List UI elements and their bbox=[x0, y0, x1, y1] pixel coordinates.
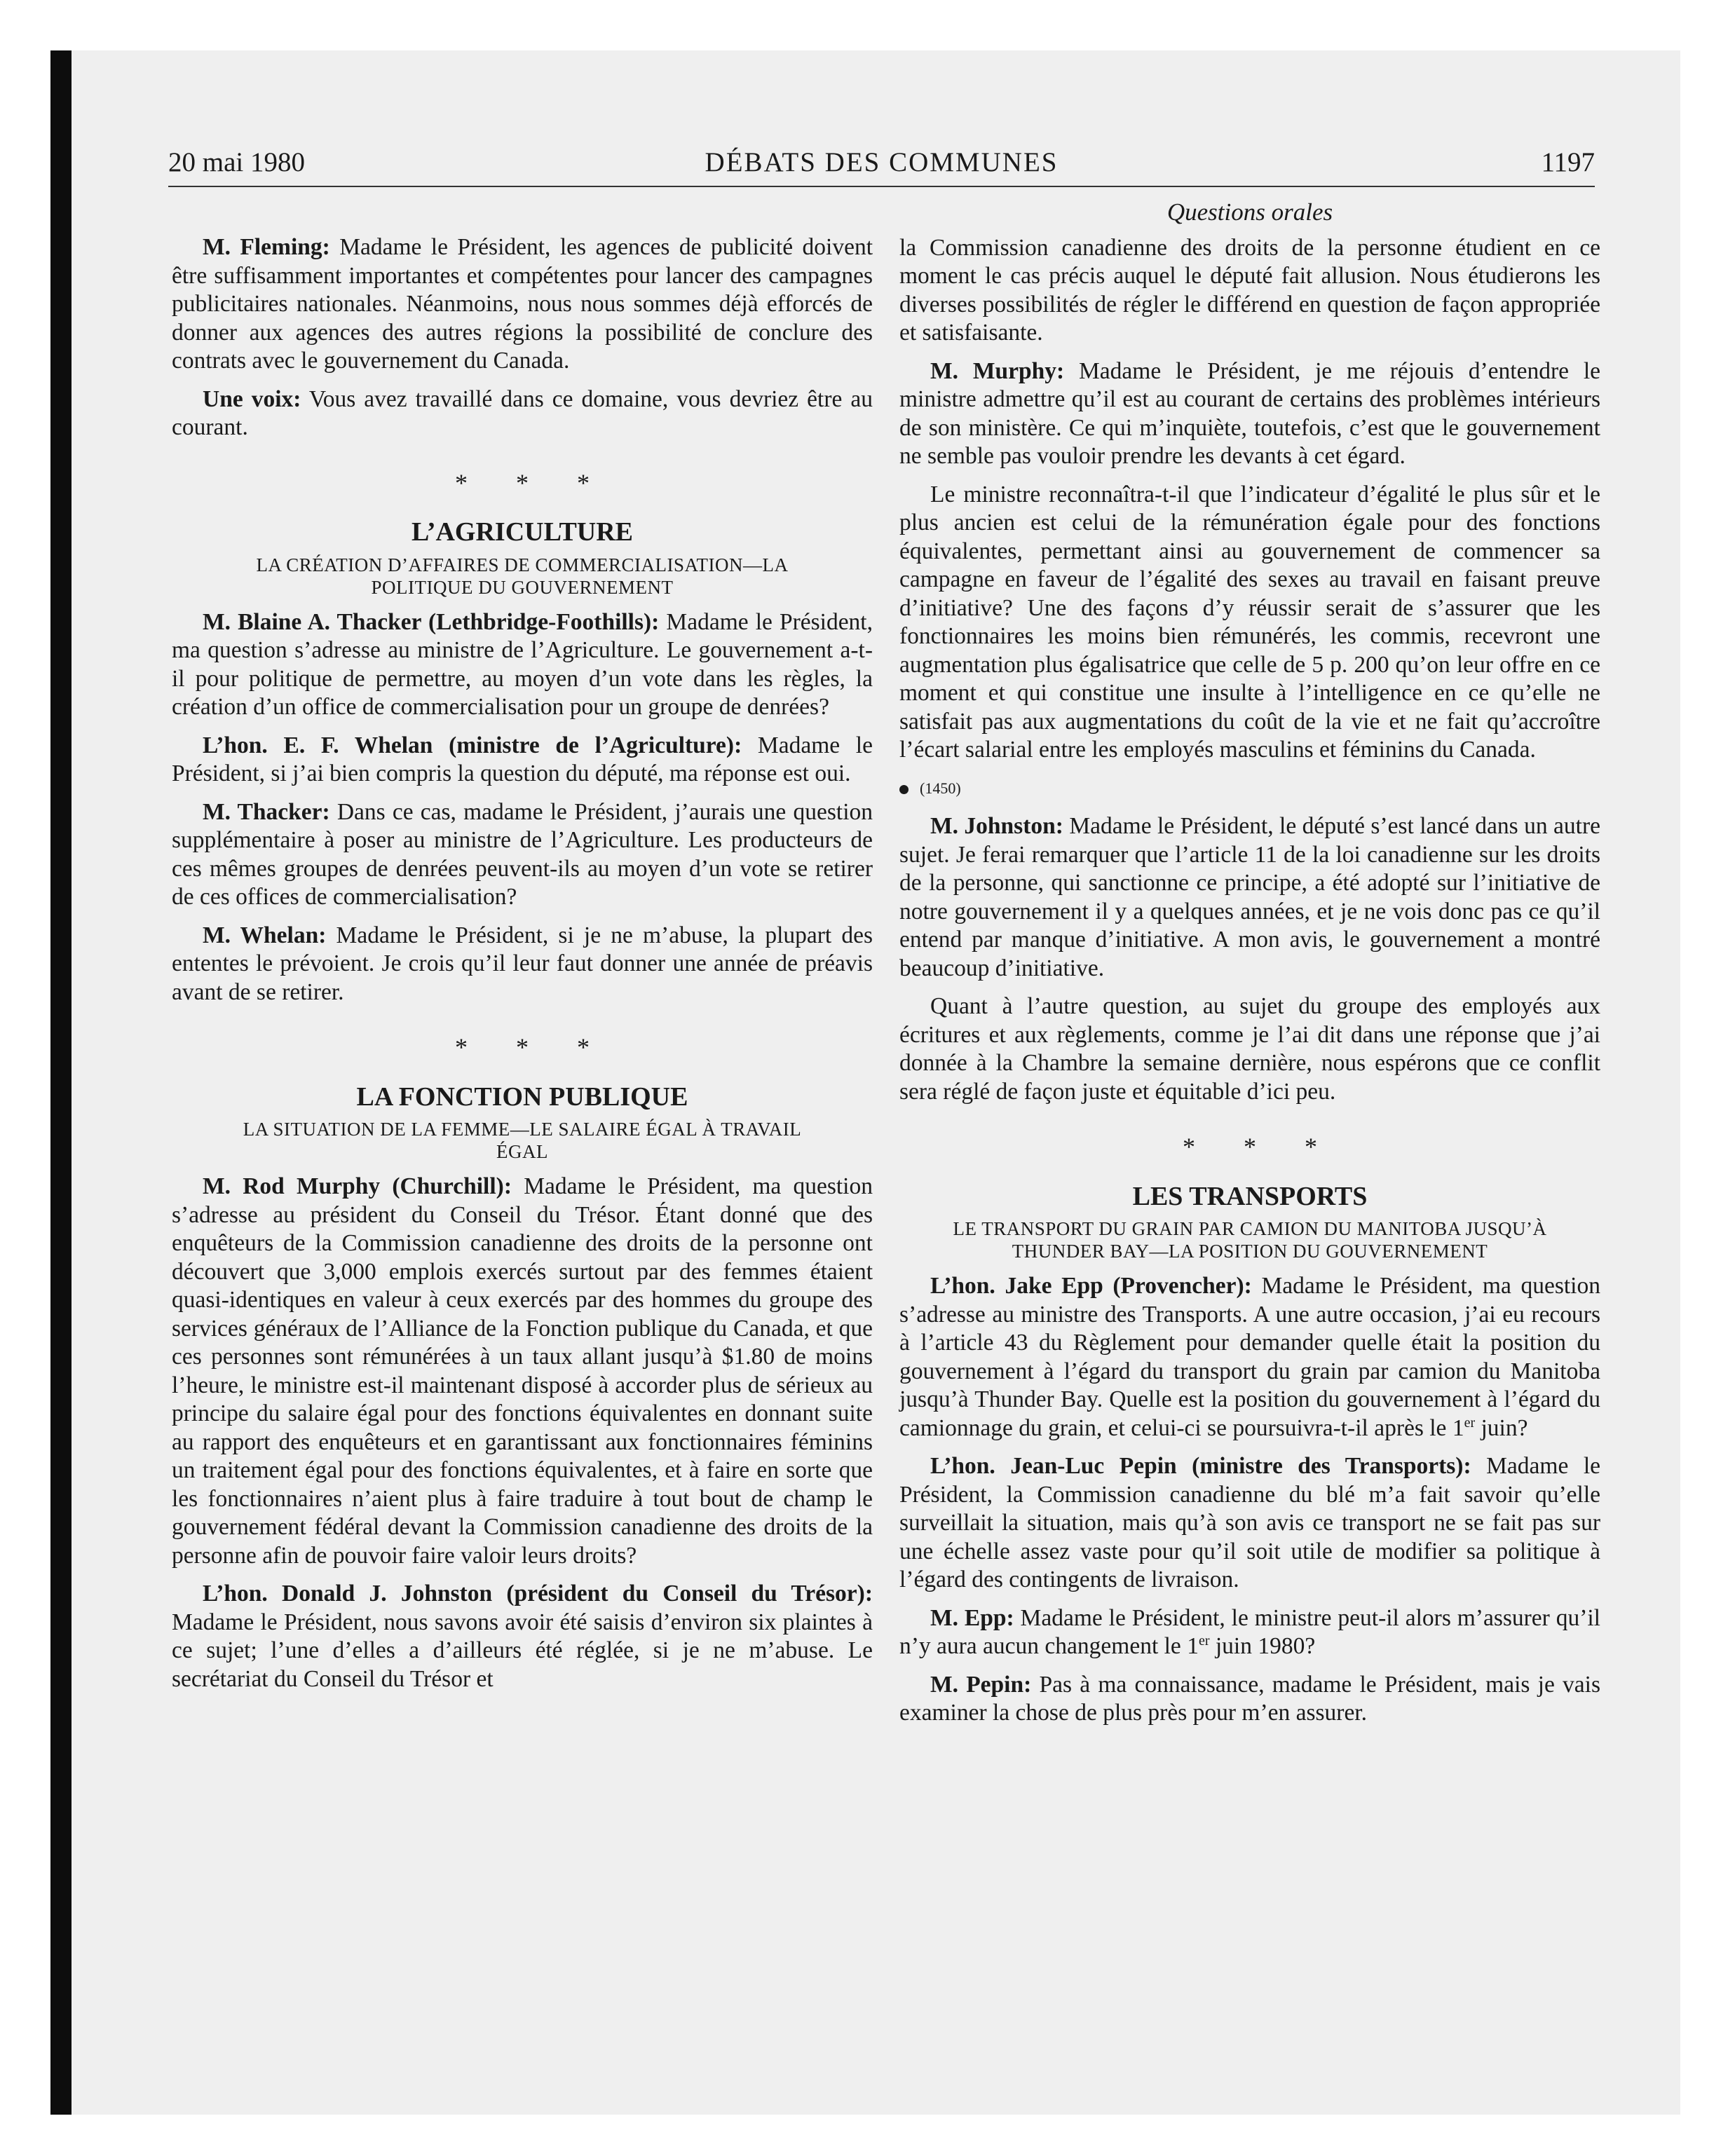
paragraph-text: Madame le Président, le ministre peut-il alors m’assurer qu’il n’y aura aucun changement le bbox=[899, 1604, 1600, 1659]
paragraph bbox=[899, 1452, 1600, 1595]
ordinal-number: 1 bbox=[1187, 1633, 1199, 1659]
ordinal-suffix: er bbox=[1464, 1414, 1476, 1431]
speaker-name: L’hon. Jake Epp (Provencher): bbox=[930, 1273, 1252, 1299]
header-date: 20 mai 1980 bbox=[168, 147, 305, 177]
paragraph bbox=[172, 1580, 873, 1693]
running-head: Questions orales bbox=[1166, 198, 1333, 226]
paragraph bbox=[899, 234, 1600, 348]
paragraph bbox=[172, 1173, 873, 1570]
paragraph bbox=[899, 481, 1600, 765]
section-separator: * * * bbox=[1183, 1133, 1338, 1161]
paragraph-text: Dans ce cas, madame le Président, j’aurais une question supplémentaire à poser au ministre de l’Agriculture. Les producteurs de ces mêmes groupes de denrées peuvent-ils au moyen d’un vote se retirer de ces offices de commercialisation? bbox=[172, 798, 873, 910]
paragraph bbox=[172, 732, 873, 789]
ordinal-suffix: er bbox=[1198, 1632, 1210, 1649]
speaker-name: M. Fleming: bbox=[203, 234, 330, 260]
scan-border bbox=[0, 0, 1735, 50]
paragraph bbox=[899, 357, 1600, 471]
header-title: DÉBATS DES COMMUNES bbox=[705, 147, 1059, 177]
paragraph bbox=[899, 1604, 1600, 1661]
section-title: L’AGRICULTURE bbox=[411, 517, 634, 547]
paragraph bbox=[172, 386, 873, 442]
speaker-name: M. Thacker: bbox=[203, 798, 330, 825]
paragraph-text: Le ministre reconnaîtra-t-il que l’indicateur d’égalité le plus sûr et le plus ancien est celui de la rémunération égale pour des fonctions équivalentes, permettant ainsi au gouvernement de commencer sa campagne en faveur de l’égalité des sexes au travail en faisant preuve d’initiative? Une des façons d’y réussir serait de s’assurer que les fonctionnaires les moins bien rémunérés, les commis, recevront une augmentation plus égalisatrice que celle de 5 p. 200 qu’on leur offre en ce moment et qui constitue une insulte à l’intelligence en ce qu’elle ne satisfait pas aux augmentations du coût de la vie et ne fait qu’accroître l’écart salarial entre les employés masculins et féminins du Canada. bbox=[899, 481, 1600, 763]
section-separator: * * * bbox=[455, 468, 611, 497]
section-subtitle: LE TRANSPORT DU GRAIN PAR CAMION DU MANITOBA JUSQU’À THUNDER BAY—LA POSITION DU GOUVERNEMENT bbox=[953, 1218, 1547, 1262]
header-page-number: 1197 bbox=[1541, 147, 1595, 177]
paragraph bbox=[172, 608, 873, 722]
speaker-name: Une voix: bbox=[203, 386, 301, 412]
paragraph-text: Madame le Président, si j’ai bien compris la question du député, ma réponse est oui. bbox=[172, 732, 873, 786]
section-title: LES TRANSPORTS bbox=[1132, 1181, 1368, 1211]
speaker-name: M. Blaine A. Thacker (Lethbridge-Foothills): bbox=[203, 608, 660, 635]
speaker-name: M. Whelan: bbox=[203, 922, 327, 948]
timestamp bbox=[899, 775, 1600, 803]
paragraph-text: Quant à l’autre question, au sujet du groupe des employés aux écritures et aux règlements, comme je l’ai dit dans une réponse que j’ai donnée à la Chambre la semaine dernière, nous espérons que ce conflit sera réglé de façon juste et équitable d’ici peu. bbox=[899, 993, 1600, 1105]
section-subtitle: LA SITUATION DE LA FEMME—LE SALAIRE ÉGAL À TRAVAIL ÉGAL bbox=[243, 1119, 802, 1162]
section-subtitle: LA CRÉATION D’AFFAIRES DE COMMERCIALISATION—LA POLITIQUE DU GOUVERNEMENT bbox=[256, 554, 789, 598]
paragraph-text-tail: juin? bbox=[1481, 1414, 1528, 1441]
speaker-name: L’hon. E. F. Whelan (ministre de l’Agriculture): bbox=[203, 732, 742, 758]
paragraph bbox=[899, 812, 1600, 983]
speaker-name: M. Pepin: bbox=[930, 1671, 1032, 1698]
section-title: LA FONCTION PUBLIQUE bbox=[356, 1082, 688, 1112]
speaker-name: L’hon. Donald J. Johnston (président du Conseil du Trésor): bbox=[203, 1581, 873, 1606]
bullet-dot-icon bbox=[899, 785, 909, 794]
scan-binding-edge bbox=[50, 50, 72, 2115]
speaker-name: M. Johnston: bbox=[930, 813, 1063, 839]
paragraph-text: Madame le Président, ma question s’adresse au ministre de l’Agriculture. Le gouvernement a-t-il pour politique de permettre, au moyen d’un vote dans les règles, la création d’un office de commercialisation pour un groupe de denrées? bbox=[172, 608, 873, 720]
paragraph-text: la Commission canadienne des droits de la personne étudient en ce moment le cas précis auquel le député fait allusion. Nous étudierons les diverses possibilités de régler le différend en question de façon appropriée et satisfaisante. bbox=[899, 234, 1600, 346]
left-column bbox=[172, 198, 873, 1703]
paragraph-text: Madame le Président, ma question s’adresse au président du Conseil du Trésor. Étant donné que des enquêteurs de la Commission canadienne des droits de la personne ont découvert que 3,000 emplois exercés surtout par des femmes étaient quasi-identiques en valeur à ceux exercés par des hommes du groupe des services généraux de l’Alliance de la Fonction publique du Canada, et que ces personnes sont rémunérées à un taux allant jusqu’à $1.80 de moins l’heure, le ministre est-il maintenant disposé à accorder plus de sérieux au principe du salaire égal pour des fonctions équivalentes en donnant suite au rapport des enquêteurs et en garantissant aux fonctionnaires féminins un traitement égal pour des fonctions équivalentes, et à faire en sorte que les fonctionnaires n’aient plus à faire traduire à tout bout de champ le gouvernement fédéral devant la Commission canadienne des droits de la personne afin de pouvoir faire valoir leurs droits? bbox=[172, 1173, 873, 1569]
paragraph-text: Madame le Président, le député s’est lancé dans un autre sujet. Je ferai remarquer que l’article 11 de la loi canadienne sur les droits de la personne, qui sanctionne ce principe, a été adopté sur l’initiative de notre gouvernement il y a quelques années, et je ne vois donc pas ce qu’il entend par manque d’initiative. A mon avis, le gouvernement a montré beaucoup d’initiative. bbox=[899, 813, 1601, 981]
paragraph bbox=[899, 992, 1600, 1106]
paragraph bbox=[899, 1272, 1600, 1442]
speaker-name: M. Epp: bbox=[930, 1604, 1014, 1631]
speaker-name: M. Rod Murphy (Churchill): bbox=[203, 1173, 512, 1199]
speaker-name: M. Murphy: bbox=[930, 357, 1065, 384]
paragraph bbox=[172, 922, 873, 1007]
paragraph-text: Madame le Président, ma question s’adresse au ministre des Transports. A une autre occasion, j’ai eu recours à l’article 43 du Règlement pour demander quelle était la position du gouvernement à l’égard du transport du grain par camion du Manitoba jusqu’à Thunder Bay. Quelle est la position du gouvernement à l’égard du camionnage du grain, et celui-ci se poursuivra-t-il après le bbox=[899, 1273, 1600, 1441]
speaker-name: L’hon. Jean-Luc Pepin (ministre des Transports): bbox=[930, 1453, 1471, 1479]
paragraph-text: Madame le Président, je me réjouis d’entendre le ministre admettre qu’il est au courant de certains des problèmes intérieurs de son ministère. Ce qui m’inquiète, toutefois, c’est que le gouvernement ne semble pas vouloir prendre les devants à cet égard. bbox=[899, 357, 1601, 469]
section-separator: * * * bbox=[455, 1033, 611, 1061]
paragraph-text: Madame le Président, la Commission canadienne du blé m’a fait savoir qu’elle surveillait la situation, mais qu’à son avis ce transport ne se fait pas sur une échelle assez vaste pour qu’il soit utile de modifier sa politique à l’égard des contingents de livraison. bbox=[899, 1453, 1600, 1592]
paragraph-text-tail: juin 1980? bbox=[1215, 1633, 1316, 1659]
paragraph-text: Vous avez travaillé dans ce domaine, vous devriez être au courant. bbox=[172, 386, 873, 440]
paragraph bbox=[899, 1671, 1600, 1728]
timestamp-text: (1450) bbox=[920, 779, 961, 797]
right-column bbox=[899, 198, 1600, 1738]
paragraph-text: Madame le Président, les agences de publicité doivent être suffisamment importantes et compétentes pour lancer des campagnes publicitaires nationales. Néanmoins, nous nous sommes déjà efforcés de donner aux agences des autres régions la possibilité de conclure des contrats avec le gouvernement du Canada. bbox=[172, 234, 873, 374]
paragraph bbox=[172, 233, 873, 376]
paragraph-text: Pas à ma connaissance, madame le Président, mais je vais examiner la chose de plus près pour m’en assurer. bbox=[899, 1671, 1600, 1726]
paragraph-text: Madame le Président, nous savons avoir été saisis d’environ six plaintes à ce sujet; l’une d’elles a d’ailleurs été réglée, si je ne m’abuse. Le secrétariat du Conseil du Trésor et bbox=[172, 1609, 873, 1692]
paragraph-text: Madame le Président, si je ne m’abuse, la plupart des ententes le prévoient. Je crois qu’il leur faut donner une année de préavis avant de se retirer. bbox=[172, 922, 873, 1005]
ordinal-number: 1 bbox=[1452, 1414, 1464, 1441]
paragraph bbox=[172, 798, 873, 912]
page-header bbox=[168, 144, 1595, 187]
